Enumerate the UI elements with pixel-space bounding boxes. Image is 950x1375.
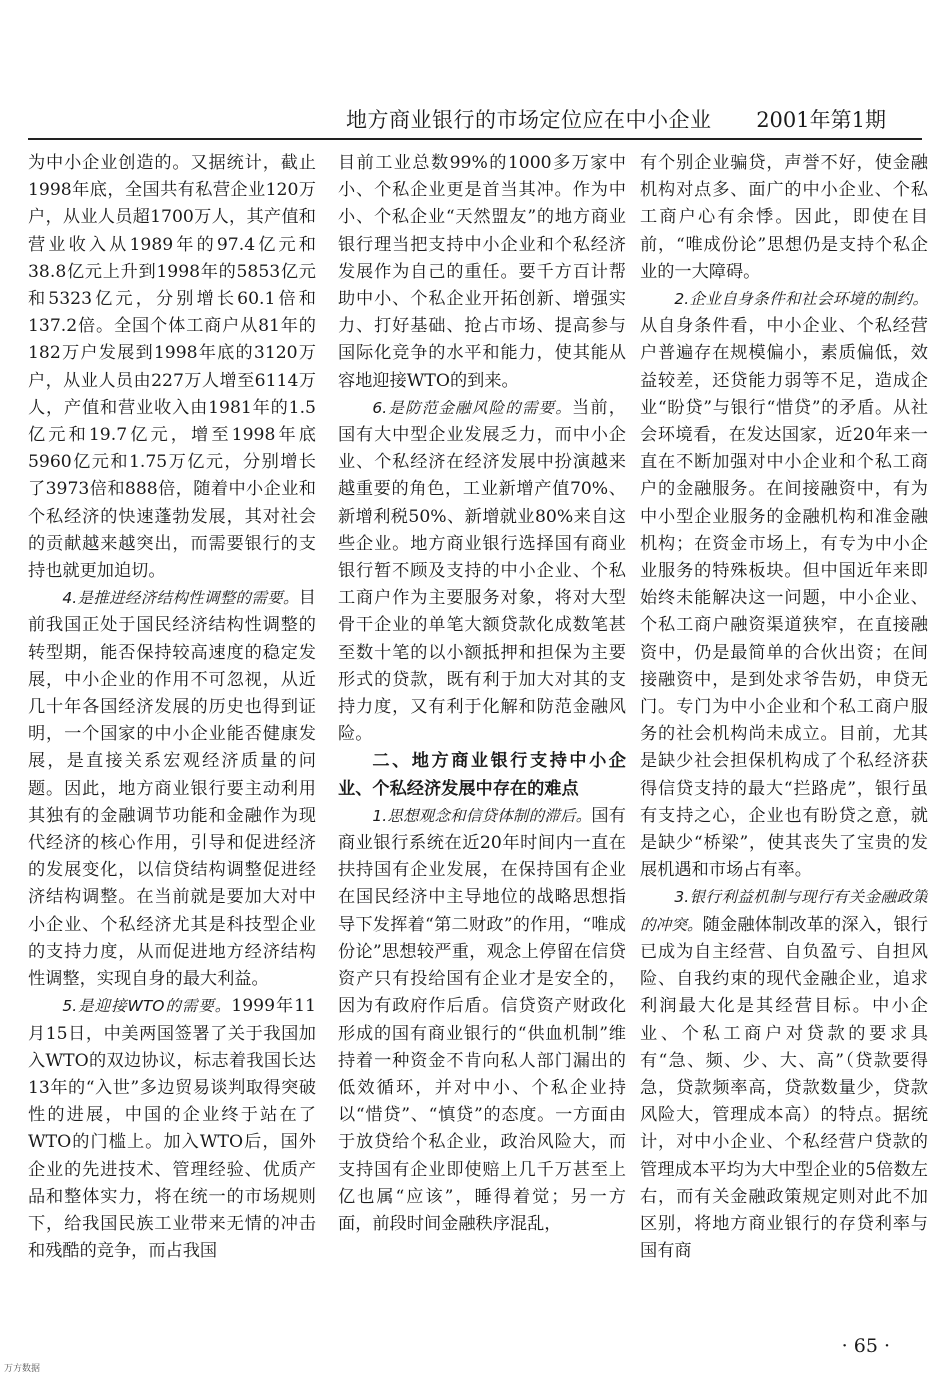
paragraph-lead: 5.是迎接WTO的需要。 (62, 997, 232, 1016)
watermark: 万方数据 (4, 1364, 41, 1374)
text-column-2 (338, 150, 626, 1310)
paragraph-lead: 3.银行利益机制与现行有关金融政策的冲突。 (640, 888, 928, 934)
paragraph (640, 286, 928, 884)
paragraph-lead: 1.思想观念和信贷体制的滞后。 (372, 806, 592, 825)
paragraph (28, 993, 316, 1265)
paragraph-text: 从自身条件看，中小企业、个私经营户普遍存在规模偏小，素质偏低，效益较差，还贷能力弱等不足，造成企业“盼贷”与银行“惜贷”的矛盾。从社会环境看，在发达国家，近20年来一直在不断加强对中小企业和个私工商户的金融服务。在间接融资中，有为中小型企业服务的金融机构和准金融机构；在资金市场上，有专为中小企业服务的特殊板块。但中国近年来即始终未能解决这一问题，中小企业、个私工商户融资渠道狭窄，在直接融资中，仍是最简单的合伙出资；在间接融资中，是到处求爷告奶，申贷无门。专门为中小企业和个私工商户服务的社会机构尚未成立。目前，尤其是缺少社会担保机构成了个私经济获得信贷支持的最大“拦路虎”，银行虽有支持之心，企业也有盼贷之意，就是缺少“桥梁”，使其丧失了宝贵的发展机遇和市场占有率。 (640, 316, 928, 881)
section-heading (338, 748, 626, 802)
issue-label: 2001年第1期 (756, 108, 886, 132)
paragraph-text: 目前我国正处于国民经济结构性调整的转型期，能否保持较高速度的稳定发展，中小企业的作用不可忽视，从近几十年各国经济发展的历史也得到证明，一个国家的中小企业能否健康发展，是直接关系宏观经济质量的问题。因此，地方商业银行要主动利用其独有的金融调节功能和金融作为现代经济的核心作用，引导和促进经济的发展变化，以信贷结构调整促进经济结构调整。在当前就是要加大对中小企业、个私经济尤其是科技型企业的支持力度，从而促进地方经济结构性调整，实现自身的最大利益。 (28, 588, 316, 990)
paragraph (640, 884, 928, 1265)
paragraph-lead: 6.是防范金融风险的需要。 (372, 398, 573, 417)
paragraph (338, 150, 626, 395)
paragraph-text: 二、地方商业银行支持中小企业、个私经济发展中存在的难点 (338, 751, 626, 799)
paragraph (338, 395, 626, 749)
paragraph-text: 随金融体制改革的深入，银行已成为自主经营、自负盈亏、自担风险、自我约束的现代金融企业，追求利润最大化是其经营目标。中小企业、个私工商户对贷款的要求具有“急、频、少、大、高”（贷款要得急，贷款频率高，贷款数量少，贷款风险大，管理成本高）的特点。据统计，对中小企业、个私经营户贷款的管理成本平均为大中型企业的5倍数左右，而有关金融政策规定则对此不加区别，将地方商业银行的存贷利率与国有商 (640, 914, 928, 1262)
paragraph-lead: 2.企业自身条件和社会环境的制约。 (674, 290, 928, 309)
paragraph-text: 目前工业总数99%的1000多万家中小、个私企业更是首当其冲。作为中小、个私企业“天然盟友”的地方商业银行理当把支持中小企业和个私经济发展作为自己的重任。要千方百计帮助中小、个私企业开拓创新、增强实力、打好基础、抢占市场、提高参与国际化竞争的水平和能力，使其能从容地迎接WTO的到来。 (338, 153, 626, 391)
page-number: · 65 · (841, 1335, 890, 1357)
paragraph-text: 有个别企业骗贷，声誉不好，使金融机构对点多、面广的中小企业、个私工商户心有余悸。因此，即使在目前，“唯成份论”思想仍是支持个私企业的一大障碍。 (640, 153, 928, 282)
paragraph (338, 803, 626, 1238)
paragraph (28, 585, 316, 993)
paragraph-text: 为中小企业创造的。又据统计，截止1998年底，全国共有私营企业120万户，从业人员超1700万人，其产值和营业收入从1989年的97.4亿元和38.8亿元上升到1998年的5853亿元和5323亿元，分别增长60.1倍和137.2倍。全国个体工商户从81年的182万户发展到1998年底的3120万户，从业人员由227万人增至6114万人，产值和营业收入由1981年的1.5亿元和19.7亿元，增至1998年底5960亿元和1.75万亿元，分别增长了3973倍和888倍，随着中小企业和个私经济的快速蓬勃发展，其对社会的贡献越来越突出，而需要银行的支持也就更加迫切。 (28, 153, 316, 582)
paragraph-lead: 4.是推进经济结构性调整的需要。 (62, 589, 299, 608)
text-column-1 (28, 150, 316, 1310)
running-header (28, 104, 922, 140)
paragraph-text: 国有商业银行系统在近20年时间内一直在扶持国有企业发展，在保持国有企业在国民经济中主导地位的战略思想指导下发挥着“第二财政”的作用，“唯成份论”思想较严重，观念上停留在信贷资产只有投给国有企业才是安全的，因为有政府作后盾。信贷资产财政化形成的国有商业银行的“供血机制”维持着一种资金不肯向私人部门漏出的低效循环，并对中小、个私企业持以“惜贷”、“慎贷”的态度。一方面由于放贷给个私企业，政治风险大，而支持国有企业即使赔上几千万甚至上亿也属“应该”，睡得着觉；另一方面，前段时间金融秩序混乱， (338, 805, 626, 1234)
paragraph-text: 1999年11月15日，中美两国签署了关于我国加入WTO的双边协议，标志着我国长达13年的“入世”多边贸易谈判取得突破性的进展，中国的企业终于站在了WTO的门槛上。加入WTO后，国外企业的先进技术、管理经验、优质产品和整体实力，将在统一的市场规则下，给我国民族工业带来无情的冲击和残酷的竞争，而占我国 (28, 996, 316, 1262)
text-column-3 (640, 150, 928, 1310)
paragraph-text: 当前，国有大中型企业发展乏力，而中小企业、个私经济在经济发展中扮演越来越重要的角色，工业新增产值70%、新增利税50%、新增就业80%来自这些企业。地方商业银行选择国有商业银行暂不顾及支持的中小企业、个私工商户作为主要服务对象，将对大型骨干企业的单笔大额贷款化成数笔甚至数十笔的以小额抵押和担保为主要形式的贷款，既有利于加大对其的支持力度，又有利于化解和防范金融风险。 (338, 397, 626, 745)
paragraph (28, 150, 316, 585)
paragraph (640, 150, 928, 286)
running-title: 地方商业银行的市场定位应在中小企业 (346, 108, 712, 132)
